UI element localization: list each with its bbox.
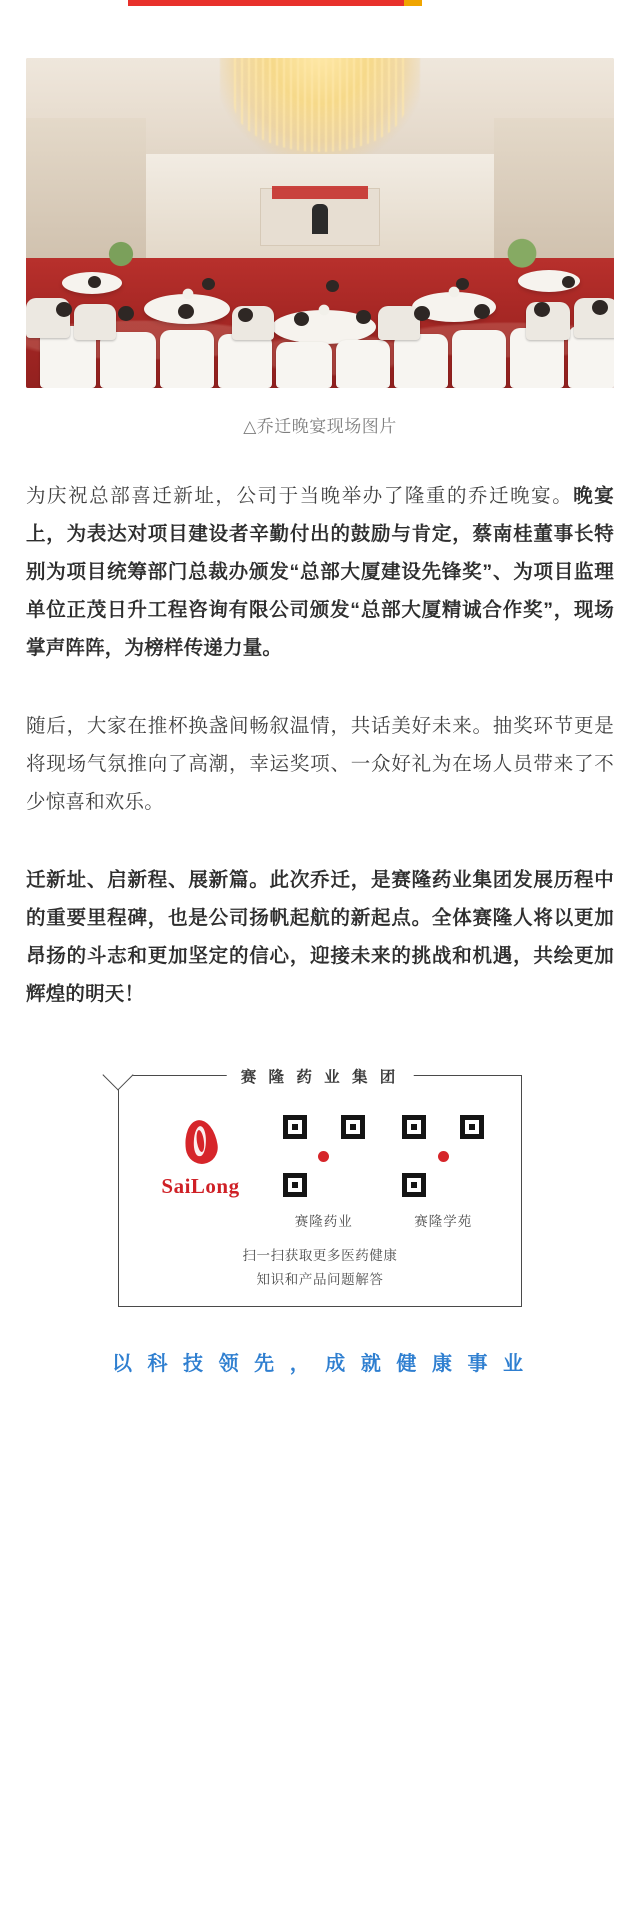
photo-caption: △乔迁晚宴现场图片 (243, 417, 397, 436)
card-note-line-1: 扫一扫获取更多医药健康 (242, 1248, 398, 1264)
paragraph-1-run-1: 为庆祝总部喜迁新址，公司于当晚举办了隆重的乔迁晚宴。 (26, 485, 574, 507)
brand-name: SaiLong (161, 1174, 240, 1199)
photo-guest (88, 276, 101, 288)
photo-chair (218, 334, 272, 388)
photo-guest (534, 302, 550, 317)
qr-code-icon[interactable] (278, 1110, 370, 1202)
photo-guest (56, 302, 72, 317)
photo-guest (326, 280, 339, 292)
photo-chair (160, 330, 214, 388)
paragraph-2 (26, 707, 614, 821)
paragraph-1 (26, 477, 614, 667)
photo-guest (202, 278, 215, 290)
photo-guest (118, 306, 134, 321)
photo-speaker (312, 204, 328, 234)
qr-center-logo-icon (315, 1147, 333, 1165)
top-accent-bar-red (128, 0, 418, 6)
photo-table-flower (316, 302, 332, 318)
photo-guest (456, 278, 469, 290)
photo-chair (74, 304, 116, 340)
slogan: 以 科 技 领 先 ， 成 就 健 康 事 业 (111, 1353, 529, 1376)
photo-chair (276, 342, 332, 388)
photo-guest (414, 306, 430, 321)
paragraph-2-run-1: 随后，大家在推杯换盏间畅叙温情，共话美好未来。抽奖环节更是将现场气氛推向了高潮，幸运奖项、一众好礼为在场人员带来了不少惊喜和欢乐。 (26, 715, 614, 814)
banquet-hall-photo (26, 58, 614, 388)
photo-plant-left (104, 238, 138, 278)
qr-label: 赛隆药业 (294, 1214, 353, 1230)
photo-table-flower (180, 286, 196, 302)
article-content (0, 58, 640, 1410)
photo-guest (178, 304, 194, 319)
footer-card (118, 1069, 522, 1307)
qr-label: 赛隆学苑 (414, 1214, 473, 1230)
qr-eye-icon (460, 1115, 484, 1139)
photo-stage-banner (272, 186, 368, 199)
qr-eye-icon (283, 1173, 307, 1197)
qr-eye-icon (283, 1115, 307, 1139)
paragraph-3 (26, 861, 614, 1013)
photo-chair (394, 334, 448, 388)
photo-guest (592, 300, 608, 315)
photo-guest (562, 276, 575, 288)
top-accent-bar-yellow (404, 0, 422, 6)
footer-card-wrap (26, 1069, 614, 1307)
qr-block-2[interactable] (388, 1110, 499, 1230)
card-note (119, 1244, 521, 1291)
photo-chandelier (220, 58, 420, 157)
logo-droplet-shape (182, 1118, 220, 1166)
sailong-logo-icon (179, 1120, 223, 1168)
paragraph-1-run-2: 晚宴上，为表达对项目建设者辛勤付出的鼓励与肯定，蔡南桂董事长特别为项目统筹部门总裁办颁发“总部大厦建设先锋奖”、为项目监理单位正茂日升工程咨询有限公司颁发“总部大厦精诚合作奖”，现场掌声阵阵，为榜样传递力量。 (26, 485, 614, 660)
photo-guest (294, 312, 309, 326)
top-accent-bar (0, 0, 640, 14)
photo-guest (474, 304, 490, 319)
qr-code-icon[interactable] (397, 1110, 489, 1202)
photo-block (26, 58, 614, 388)
photo-chair (452, 330, 506, 388)
photo-guest (356, 310, 371, 324)
qr-eye-icon (341, 1115, 365, 1139)
photo-chair (336, 340, 390, 388)
card-note-line-2: 知识和产品问题解答 (256, 1271, 384, 1287)
qr-eye-icon (402, 1115, 426, 1139)
card-title: 赛 隆 药 业 集 团 (227, 1065, 414, 1087)
card-inner (119, 1076, 521, 1230)
brand-block (141, 1110, 260, 1199)
qr-eye-icon (402, 1173, 426, 1197)
photo-chair (100, 332, 156, 388)
qr-block-1[interactable] (268, 1110, 379, 1230)
paragraph-3-run-1: 迁新址、启新程、展新篇。此次乔迁，是赛隆药业集团发展历程中的重要里程碑，也是公司扬帆起航的新起点。全体赛隆人将以更加昂扬的斗志和更加坚定的信心，迎接未来的挑战和机遇，共绘更加辉煌的明天！ (26, 869, 614, 1006)
photo-guest (238, 308, 253, 322)
qr-center-logo-icon (434, 1147, 452, 1165)
